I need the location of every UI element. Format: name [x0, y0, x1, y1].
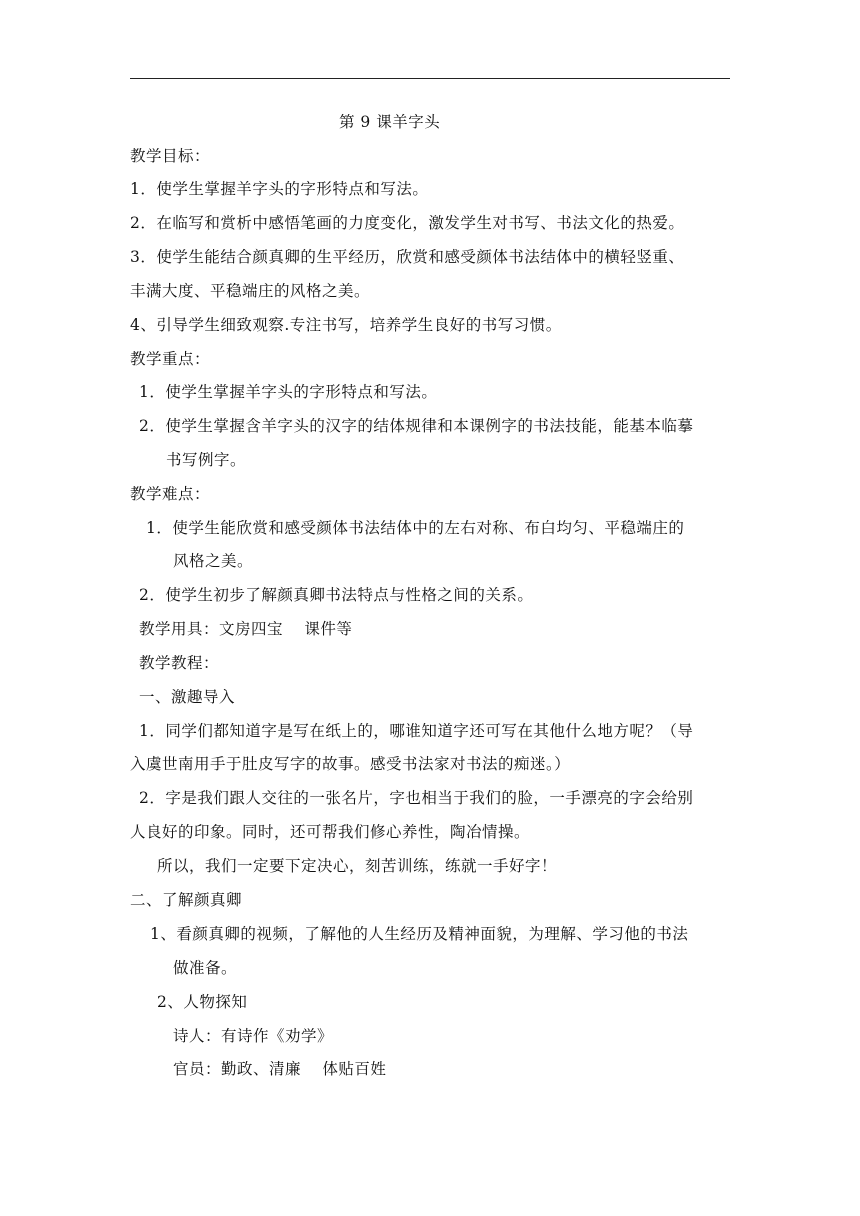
lesson-title: 第 9 课羊字头 — [339, 113, 441, 131]
section2-subitem: 官员：勤政、清廉 体贴百姓 — [173, 1060, 387, 1078]
difficulty-item: 2．使学生初步了解颜真卿书法特点与性格之间的关系。 — [139, 586, 534, 604]
section2-item-continuation: 做准备。 — [173, 959, 238, 977]
objective-item: 3．使学生能结合颜真卿的生平经历，欣赏和感受颜体书法结体中的横轻竖重、 — [130, 248, 685, 266]
objective-item-continuation: 丰满大度、平稳端庄的风格之美。 — [130, 282, 371, 300]
section1-paragraph-continuation: 人良好的印象。同时，还可帮我们修心养性，陶冶情操。 — [130, 823, 531, 841]
key-point-item: 2．使学生掌握含羊字头的汉字的结体规律和本课例字的书法技能，能基本临摹 — [139, 417, 694, 435]
process-heading: 教学教程： — [139, 654, 220, 672]
section1-heading: 一、激趣导入 — [139, 688, 236, 706]
teaching-tools: 教学用具：文房四宝 课件等 — [139, 620, 353, 638]
key-points-heading: 教学重点： — [130, 350, 211, 368]
section1-paragraph: 2．字是我们跟人交往的一张名片，字也相当于我们的脸，一手漂亮的字会给别 — [139, 789, 694, 807]
section1-paragraph: 1．同学们都知道字是写在纸上的，哪谁知道字还可写在其他什么地方呢？（导 — [139, 722, 694, 740]
section2-heading: 二、了解颜真卿 — [130, 891, 243, 909]
objectives-heading: 教学目标： — [130, 147, 211, 165]
difficulty-item: 1．使学生能欣赏和感受颜体书法结体中的左右对称、布白均匀、平稳端庄的 — [146, 519, 685, 537]
key-point-item: 1．使学生掌握羊字头的字形特点和写法。 — [139, 383, 438, 401]
difficulty-item-continuation: 风格之美。 — [173, 552, 254, 570]
section2-item: 1、看颜真卿的视频，了解他的人生经历及精神面貌，为理解、学习他的书法 — [150, 925, 689, 943]
objective-item: 2．在临写和赏析中感悟笔画的力度变化，激发学生对书写、书法文化的热爱。 — [130, 214, 685, 232]
section2-subitem: 诗人：有诗作《劝学》 — [173, 1027, 334, 1045]
section1-paragraph-continuation: 入虞世南用手于肚皮写字的故事。感受书法家对书法的痴迷。） — [130, 755, 571, 773]
key-point-item-continuation: 书写例字。 — [166, 451, 247, 469]
difficulties-heading: 教学难点： — [130, 485, 211, 503]
objective-item: 4、引导学生细致观察.专注书写，培养学生良好的书写习惯。 — [130, 316, 562, 334]
objective-item: 1．使学生掌握羊字头的字形特点和写法。 — [130, 180, 429, 198]
section2-item: 2、人物探知 — [157, 993, 248, 1011]
header-rule — [130, 78, 730, 79]
section1-paragraph: 所以，我们一定要下定决心，刻苦训练，练就一手好字！ — [157, 857, 558, 875]
